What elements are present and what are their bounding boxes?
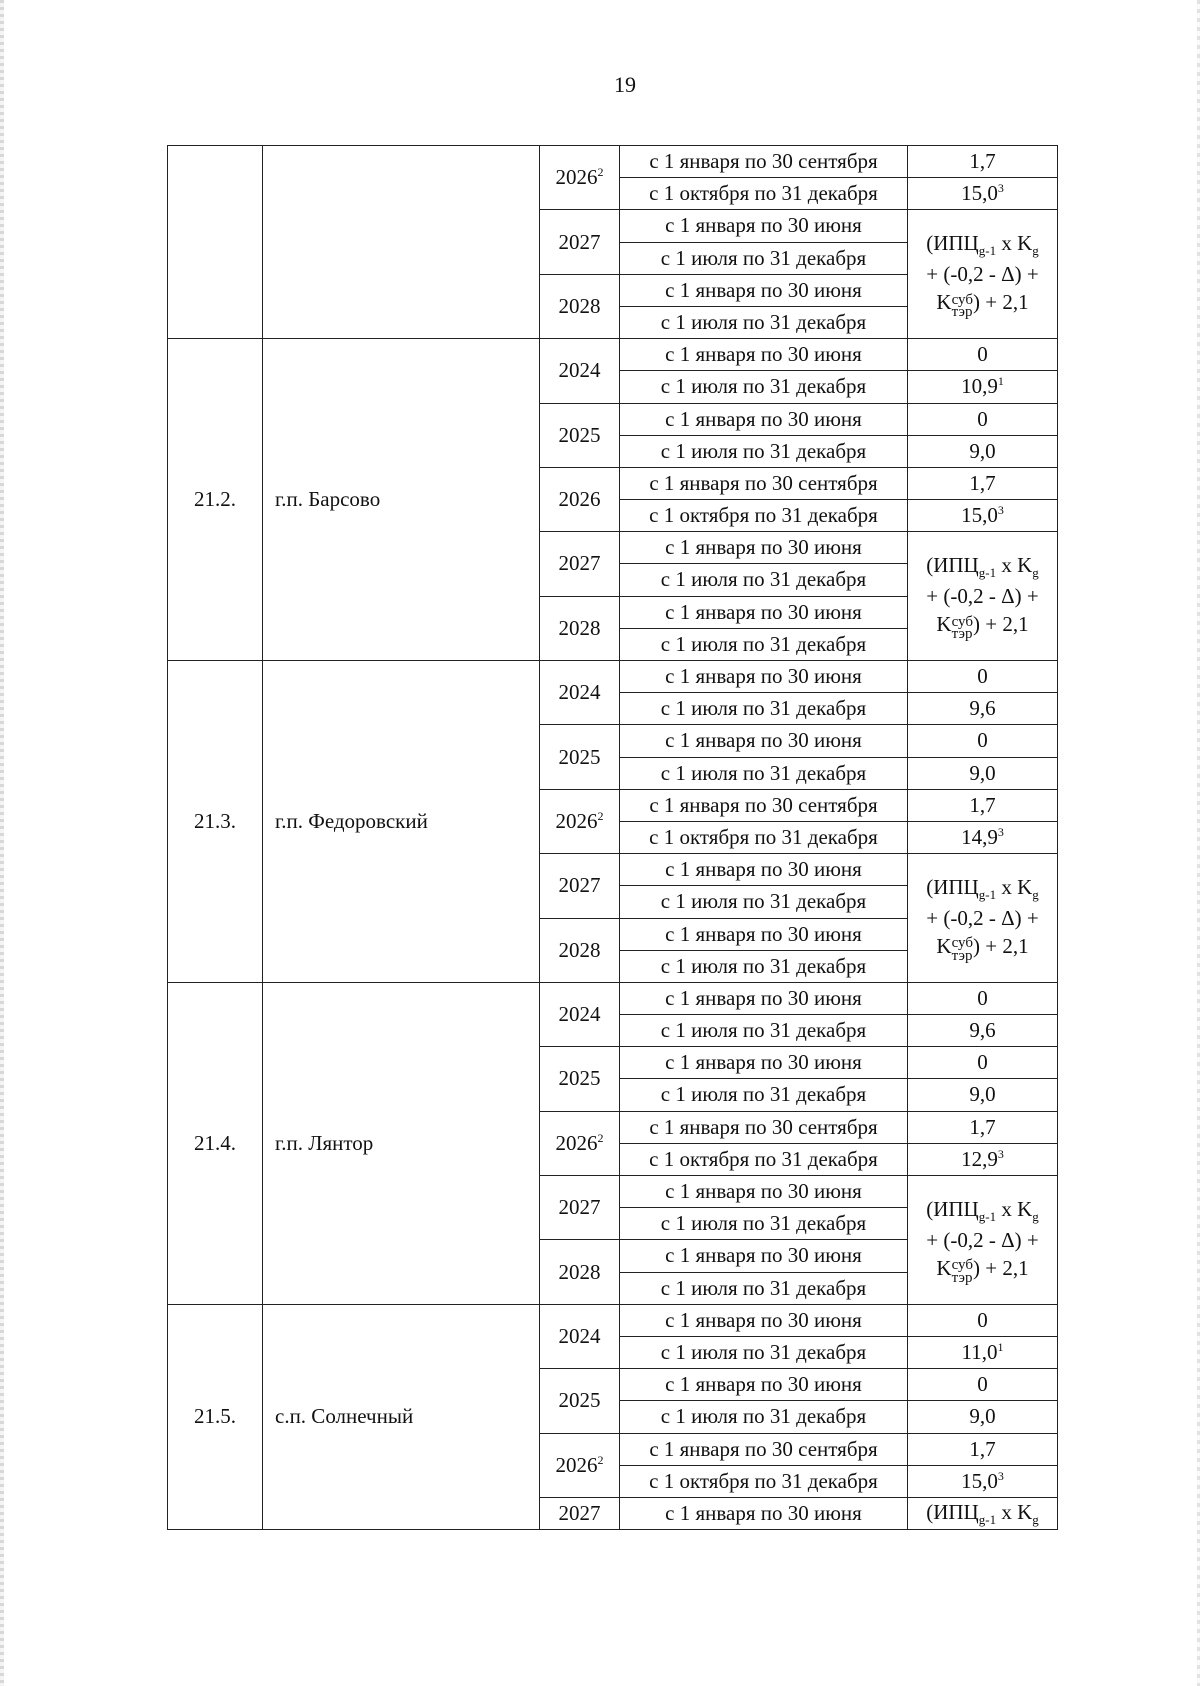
year-cell [540, 532, 620, 596]
year-cell [540, 1240, 620, 1304]
footnote-mark: 3 [997, 1146, 1004, 1161]
item-number-text: 21.2. [194, 487, 236, 512]
value-cell-text: 9,6 [969, 1018, 996, 1043]
period-text: с 1 января по 30 сентября [649, 792, 878, 817]
value-cell [908, 1401, 1058, 1433]
period-cell [620, 242, 908, 274]
table-row [168, 339, 1058, 371]
formula-cell [908, 210, 1058, 339]
formula-part: x K [996, 553, 1033, 578]
period-cell [620, 371, 908, 403]
period-text: с 1 июля по 31 декабря [660, 374, 867, 399]
formula-line: + (-0,2 - Δ) + [926, 905, 1039, 930]
period-text: с 1 июля по 31 декабря [660, 1275, 867, 1300]
period-text: с 1 июля по 31 декабря [660, 1404, 867, 1429]
year-cell [540, 1111, 620, 1175]
period-text: с 1 января по 30 июня [665, 728, 862, 753]
formula-part: (ИПЦ [926, 875, 979, 900]
value-cell-text: 14,9 [961, 824, 998, 849]
value-cell [908, 789, 1058, 821]
period-cell [620, 854, 908, 886]
formula-part: x K [996, 1500, 1033, 1525]
item-name [263, 1304, 540, 1529]
period-cell [620, 1176, 908, 1208]
period-text: с 1 января по 30 июня [665, 342, 862, 367]
period-cell [620, 435, 908, 467]
year-cell [540, 1497, 620, 1529]
year-cell [540, 596, 620, 660]
period-cell [620, 500, 908, 532]
item-number-text: 21.5. [194, 1404, 236, 1429]
value-cell-text: 9,6 [969, 696, 996, 721]
period-cell [620, 757, 908, 789]
year-cell [540, 661, 620, 725]
period-text: с 1 июля по 31 декабря [660, 567, 867, 592]
item-number [168, 982, 263, 1304]
tariff-table [167, 145, 1058, 1530]
period-text: с 1 января по 30 июня [665, 1243, 862, 1268]
period-text: с 1 января по 30 июня [665, 599, 862, 624]
period-cell [620, 1208, 908, 1240]
period-cell [620, 532, 908, 564]
period-text: с 1 июля по 31 декабря [660, 1082, 867, 1107]
period-text: с 1 января по 30 сентября [649, 1114, 878, 1139]
formula-sub: g [1032, 1209, 1039, 1225]
period-cell [620, 1369, 908, 1401]
period-text: с 1 января по 30 июня [665, 1500, 862, 1525]
period-cell [620, 306, 908, 338]
period-cell [620, 950, 908, 982]
year-cell-text: 2025 [558, 1388, 601, 1413]
item-name [263, 339, 540, 661]
period-text: с 1 января по 30 сентября [649, 1436, 878, 1461]
formula-cell [908, 532, 1058, 661]
period-cell [620, 1401, 908, 1433]
formula-sub: g-1 [978, 1209, 997, 1225]
formula-k-sub: тэр [951, 304, 973, 321]
year-cell-text: 2026 [555, 1452, 598, 1477]
value-cell-text: 0 [977, 728, 988, 753]
value-cell [908, 1433, 1058, 1465]
year-cell-text: 2028 [558, 1259, 601, 1284]
value-cell [908, 435, 1058, 467]
period-cell [620, 1111, 908, 1143]
value-cell-text: 15,0 [961, 1468, 998, 1493]
year-cell [540, 1304, 620, 1368]
formula-k-sup: суб [951, 1257, 973, 1274]
period-text: с 1 октября по 31 декабря [649, 1468, 878, 1493]
value-cell [908, 1143, 1058, 1175]
period-cell [620, 693, 908, 725]
formula-k-indices [951, 291, 973, 321]
period-cell [620, 661, 908, 693]
period-cell [620, 1304, 908, 1336]
formula-k: K [936, 290, 952, 315]
item-number [168, 339, 263, 661]
footnote-mark: 2 [597, 165, 604, 180]
year-cell [540, 146, 620, 210]
period-cell [620, 564, 908, 596]
period-cell [620, 146, 908, 178]
formula-cell [908, 854, 1058, 983]
item-name-text: г.п. Федоровский [275, 808, 428, 833]
value-cell [908, 500, 1058, 532]
footnote-mark: 3 [997, 824, 1004, 839]
formula-sub: g-1 [978, 1512, 997, 1528]
value-cell [908, 1111, 1058, 1143]
period-cell [620, 982, 908, 1014]
item-name [263, 146, 540, 339]
value-cell-text: 0 [977, 342, 988, 367]
period-cell [620, 467, 908, 499]
period-cell [620, 1079, 908, 1111]
formula-k: K [936, 934, 952, 959]
period-cell [620, 178, 908, 210]
period-cell [620, 821, 908, 853]
year-cell [540, 467, 620, 531]
formula-part: ) + 2,1 [972, 290, 1029, 315]
formula-k-sub: тэр [951, 948, 973, 965]
period-cell [620, 1272, 908, 1304]
formula-k-indices [952, 1259, 973, 1285]
value-cell [908, 1369, 1058, 1401]
year-cell [540, 725, 620, 789]
period-cell [620, 1465, 908, 1497]
year-cell-text: 2026 [555, 165, 598, 190]
value-cell [908, 821, 1058, 853]
footnote-mark: 1 [997, 1339, 1004, 1354]
formula-k-sub: тэр [951, 1270, 973, 1287]
year-cell-text: 2024 [558, 680, 601, 705]
value-cell-text: 15,0 [961, 181, 998, 206]
item-name [263, 982, 540, 1304]
year-cell-text: 2025 [558, 744, 601, 769]
year-cell [540, 982, 620, 1046]
value-cell [908, 339, 1058, 371]
year-cell-text: 2026 [555, 808, 598, 833]
value-cell-text: 12,9 [961, 1146, 998, 1171]
value-cell [908, 982, 1058, 1014]
formula-line: + (-0,2 - Δ) + [926, 583, 1039, 608]
year-cell [540, 1369, 620, 1433]
year-cell-text: 2027 [558, 229, 601, 254]
period-cell [620, 789, 908, 821]
formula-part: (ИПЦ [926, 553, 979, 578]
period-text: с 1 января по 30 июня [665, 664, 862, 689]
period-text: с 1 января по 30 июня [665, 857, 862, 882]
period-text: с 1 января по 30 июня [665, 277, 862, 302]
item-number [168, 146, 263, 339]
value-cell [908, 467, 1058, 499]
formula-k-sup: суб [951, 291, 973, 308]
footnote-mark: 3 [997, 503, 1004, 518]
period-text: с 1 июля по 31 декабря [660, 696, 867, 721]
value-cell [908, 403, 1058, 435]
value-cell-text: 0 [977, 1050, 988, 1075]
period-text: с 1 июля по 31 декабря [660, 1018, 867, 1043]
year-cell [540, 1433, 620, 1497]
year-cell [540, 339, 620, 403]
value-cell-text: 10,9 [961, 374, 998, 399]
year-cell [540, 1047, 620, 1111]
value-cell [908, 1015, 1058, 1047]
formula-part: ) + 2,1 [972, 612, 1029, 637]
formula-sub: g [1032, 1512, 1039, 1528]
item-name-text: г.п. Лянтор [275, 1130, 374, 1155]
footnote-mark: 2 [597, 1452, 604, 1467]
period-text: с 1 января по 30 сентября [649, 470, 878, 495]
formula-sub: g-1 [978, 887, 997, 903]
value-cell [908, 1047, 1058, 1079]
year-cell-text: 2024 [558, 1002, 601, 1027]
year-cell-text: 2028 [558, 937, 601, 962]
item-name [263, 661, 540, 983]
year-cell [540, 210, 620, 274]
year-cell [540, 789, 620, 853]
formula-sub: g [1032, 243, 1039, 259]
table-row [168, 982, 1058, 1014]
formula-line: + (-0,2 - Δ) + [926, 1227, 1039, 1252]
footnote-mark: 3 [997, 181, 1004, 196]
formula-part: (ИПЦ [926, 231, 979, 256]
year-cell [540, 918, 620, 982]
year-cell-text: 2024 [558, 358, 601, 383]
year-cell-text: 2027 [558, 1500, 601, 1525]
value-cell-text: 1,7 [969, 1436, 996, 1461]
page-number: 19 [614, 72, 636, 97]
period-text: с 1 января по 30 июня [665, 1050, 862, 1075]
period-cell [620, 628, 908, 660]
formula-k-sup: суб [951, 935, 973, 952]
period-text: с 1 июля по 31 декабря [660, 1339, 867, 1364]
year-cell [540, 403, 620, 467]
formula-part: x K [996, 875, 1033, 900]
period-text: с 1 октября по 31 декабря [649, 1146, 878, 1171]
item-number [168, 1304, 263, 1529]
period-cell [620, 210, 908, 242]
formula-line: + (-0,2 - Δ) + [926, 262, 1039, 287]
value-cell-text: 0 [977, 1307, 988, 1332]
value-cell-text: 9,0 [969, 1404, 996, 1429]
value-cell-text: 11,0 [961, 1339, 998, 1364]
value-cell [908, 146, 1058, 178]
period-cell [620, 1015, 908, 1047]
footnote-mark: 2 [597, 808, 604, 823]
period-cell [620, 1143, 908, 1175]
formula-k-sub: тэр [951, 626, 973, 643]
item-number-text: 21.4. [194, 1130, 236, 1155]
period-text: с 1 июля по 31 декабря [660, 245, 867, 270]
year-cell-text: 2027 [558, 1195, 601, 1220]
period-cell [620, 1497, 908, 1529]
footnote-mark: 2 [597, 1130, 604, 1145]
formula-k: K [936, 612, 952, 637]
formula-part: ) + 2,1 [972, 1256, 1029, 1281]
formula-sub: g [1032, 565, 1039, 581]
item-name-text: г.п. Барсово [275, 487, 381, 512]
period-cell [620, 274, 908, 306]
period-text: с 1 января по 30 июня [665, 1179, 862, 1204]
year-cell-text: 2027 [558, 873, 601, 898]
value-cell-text: 0 [977, 1372, 988, 1397]
period-cell [620, 1433, 908, 1465]
value-cell [908, 1465, 1058, 1497]
value-cell-text: 1,7 [969, 792, 996, 817]
period-text: с 1 июля по 31 декабря [660, 438, 867, 463]
value-cell [908, 1079, 1058, 1111]
footnote-mark: 3 [997, 1468, 1004, 1483]
year-cell-text: 2025 [558, 1066, 601, 1091]
value-cell-text: 1,7 [969, 1114, 996, 1139]
period-cell [620, 596, 908, 628]
period-text: с 1 октября по 31 декабря [649, 181, 878, 206]
footnote-mark: 1 [997, 374, 1004, 389]
year-cell-text: 2027 [558, 551, 601, 576]
table-row [168, 1304, 1058, 1336]
formula-k-indices [952, 937, 973, 963]
value-cell [908, 725, 1058, 757]
value-cell [908, 757, 1058, 789]
period-text: с 1 июля по 31 декабря [660, 1211, 867, 1236]
period-text: с 1 января по 30 июня [665, 1307, 862, 1332]
period-cell [620, 339, 908, 371]
year-cell [540, 274, 620, 338]
item-number-text: 21.3. [194, 808, 236, 833]
value-cell-text: 9,0 [969, 760, 996, 785]
period-text: с 1 октября по 31 декабря [649, 503, 878, 528]
value-cell [908, 371, 1058, 403]
formula-part: ) + 2,1 [972, 934, 1029, 959]
formula-k-sup: суб [951, 613, 973, 630]
period-text: с 1 июля по 31 декабря [660, 953, 867, 978]
period-text: с 1 января по 30 июня [665, 985, 862, 1010]
period-text: с 1 января по 30 июня [665, 406, 862, 431]
formula-k: K [936, 1256, 952, 1281]
value-cell-text: 9,0 [969, 438, 996, 463]
year-cell-text: 2025 [558, 422, 601, 447]
year-cell-text: 2028 [558, 615, 601, 640]
period-text: с 1 июля по 31 декабря [660, 889, 867, 914]
period-cell [620, 1336, 908, 1368]
period-text: с 1 января по 30 сентября [649, 149, 878, 174]
formula-sub: g [1032, 887, 1039, 903]
formula-sub: g-1 [978, 565, 997, 581]
formula-part: x K [996, 231, 1033, 256]
period-text: с 1 октября по 31 декабря [649, 824, 878, 849]
formula-part: (ИПЦ [926, 1196, 979, 1221]
value-cell-text: 1,7 [969, 470, 996, 495]
period-cell [620, 725, 908, 757]
formula-cell [908, 1176, 1058, 1305]
period-cell [620, 886, 908, 918]
year-cell-text: 2028 [558, 293, 601, 318]
formula-k-indices [951, 613, 973, 643]
period-text: с 1 января по 30 июня [665, 1372, 862, 1397]
scan-edge-left [0, 0, 4, 1686]
period-cell [620, 1240, 908, 1272]
table-row [168, 661, 1058, 693]
value-cell-text: 1,7 [969, 149, 996, 174]
period-text: с 1 января по 30 июня [665, 213, 862, 238]
period-text: с 1 июля по 31 декабря [660, 309, 867, 334]
period-cell [620, 403, 908, 435]
formula-part: (ИПЦ [926, 1500, 979, 1525]
period-cell [620, 918, 908, 950]
period-text: с 1 июля по 31 декабря [660, 760, 867, 785]
value-cell [908, 1304, 1058, 1336]
value-cell-text: 0 [977, 664, 988, 689]
period-cell [620, 1047, 908, 1079]
item-number [168, 661, 263, 983]
formula-sub: g-1 [978, 243, 997, 259]
period-text: с 1 января по 30 июня [665, 535, 862, 560]
value-cell-text: 0 [977, 406, 988, 431]
formula-cell-truncated [908, 1497, 1058, 1529]
value-cell-text: 9,0 [969, 1082, 996, 1107]
value-cell [908, 693, 1058, 725]
value-cell-text: 15,0 [961, 503, 998, 528]
year-cell-text: 2026 [558, 487, 601, 512]
year-cell-text: 2024 [558, 1323, 601, 1348]
period-text: с 1 января по 30 июня [665, 921, 862, 946]
value-cell [908, 178, 1058, 210]
year-cell-text: 2026 [555, 1130, 598, 1155]
year-cell [540, 1176, 620, 1240]
formula-part: x K [996, 1196, 1033, 1221]
value-cell-text: 0 [977, 985, 988, 1010]
item-name-text: с.п. Солнечный [275, 1404, 414, 1429]
value-cell [908, 661, 1058, 693]
period-text: с 1 июля по 31 декабря [660, 631, 867, 656]
value-cell [908, 1336, 1058, 1368]
table-row [168, 146, 1058, 178]
year-cell [540, 854, 620, 918]
